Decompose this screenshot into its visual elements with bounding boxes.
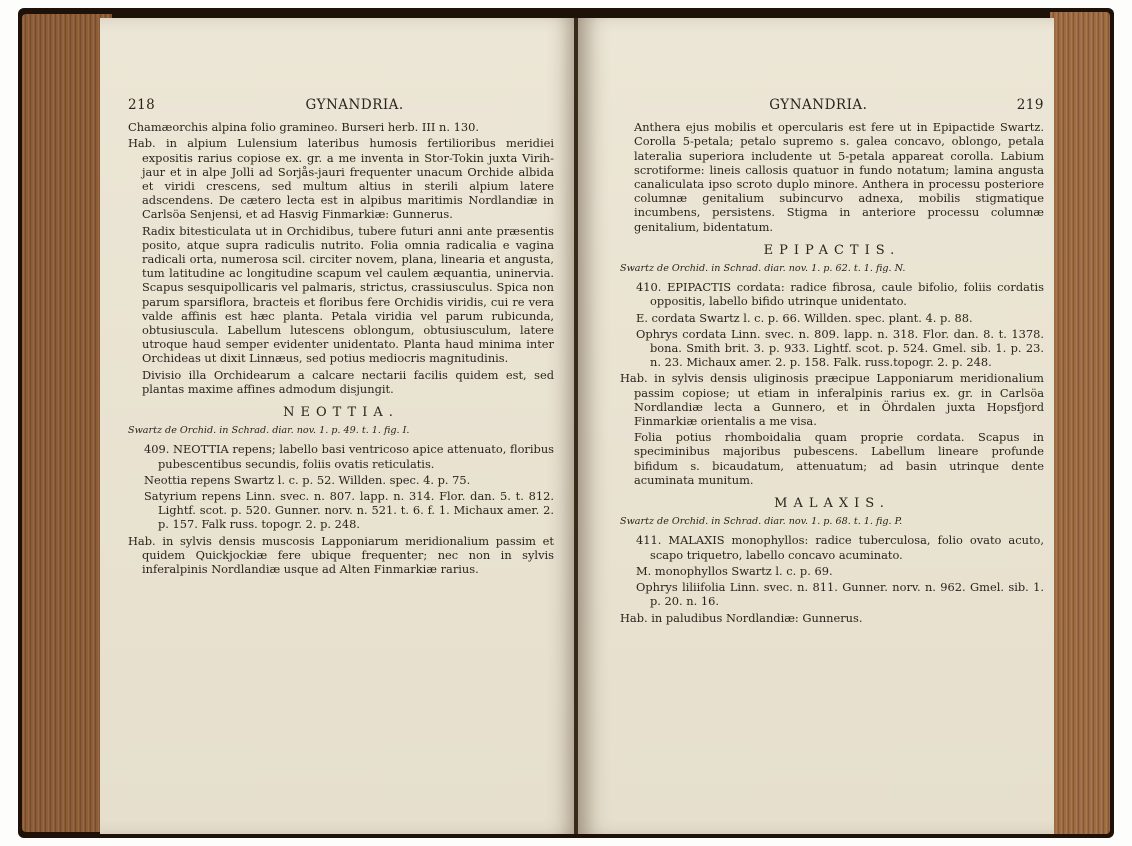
description-line: Folia potius rhomboidalia quam proprie cordata. Scapus in speciminibus majoribus pubescens. Labellum lineare profunde bifidum s. bicaudatum, attenuatum; ad basin utrinque dente acuminata munitum. bbox=[634, 430, 1044, 487]
genus-reference: Swartz de Orchid. in Schrad. diar. nov. 1. p. 68. t. 1. fig. P. bbox=[620, 516, 903, 528]
habitat-line: Hab. in sylvis densis muscosis Lapponiarum meridionalium passim et quidem Quickjockiæ fere ubique frequenter; nec non in sylvis inferalpinis Nordlandiæ usque ad Alten Finmarkiæ rarius. bbox=[128, 533, 554, 577]
genus-heading: EPIPACTIS. bbox=[763, 242, 901, 258]
genus-heading: NEOTTIA. bbox=[283, 405, 399, 421]
paragraph: Divisio illa Orchidearum a calcare nectarii facilis quidem est, sed plantas maxime affines admodum disjungit. bbox=[142, 367, 554, 396]
left-page-text bbox=[128, 98, 554, 578]
right-page-edges bbox=[1050, 12, 1110, 834]
habitat-line: Hab. in paludibus Nordlandiæ: Gunnerus. bbox=[620, 610, 863, 625]
habitat-line: Hab. in sylvis densis uliginosis præcipue Lapponiarum meridionalium passim copiose; ut etiam in inferalpinis rarius ex. gr. in Carlsöa Nordlandiæ lecta a Gunnero, et in Öhrdalen juxta Hopsfjord Finmarkiæ orientalis a me visa. bbox=[620, 371, 1044, 429]
running-title: GYNANDRIA. bbox=[305, 97, 404, 113]
species-entry: 411. MALAXIS monophyllos: radice tuberculosa, folio ovato acuto, scapo triquetro, labello concavo acuminato. bbox=[636, 533, 1044, 562]
left-page-edges bbox=[22, 14, 112, 832]
genus-reference: Swartz de Orchid. in Schrad. diar. nov. 1. p. 62. t. 1. fig. N. bbox=[620, 263, 906, 275]
synonym-line: Ophrys liliifolia Linn. svec. n. 811. Gunner. norv. n. 962. Gmel. sib. 1. p. 20. n. 16. bbox=[636, 580, 1044, 609]
synonym-line: M. monophyllos Swartz l. c. p. 69. bbox=[636, 563, 833, 578]
left-running-head bbox=[128, 98, 554, 112]
synonym-line: Neottia repens Swartz l. c. p. 52. Willden. spec. 4. p. 75. bbox=[144, 472, 471, 487]
species-entry: 410. EPIPACTIS cordata: radice fibrosa, caule bifolio, foliis cordatis oppositis, labello bifido utrinque unidentato. bbox=[636, 280, 1044, 309]
running-title: GYNANDRIA. bbox=[769, 97, 868, 113]
right-page bbox=[578, 18, 1054, 834]
left-page bbox=[100, 18, 578, 834]
genus-reference: Swartz de Orchid. in Schrad. diar. nov. 1. p. 49. t. 1. fig. I. bbox=[128, 425, 410, 437]
right-running-head bbox=[620, 98, 1044, 112]
genus-heading: MALAXIS. bbox=[774, 496, 890, 512]
paragraph: Hab. in alpium Lulensium lateribus humosis fertilioribus meridiei expositis rarius copiose ex. gr. a me inventa in Stor-Tokin juxta Virih-jaur et in alpe Jolli ad Sorjås-jauri frequenter unacum Orchide albida et viridi crescens, sed multum altius in sterili alpium latere adscendens. De cætero lecta est in alpibus maritimis Nordlandiæ in Carlsöa Senjensi, et ad Hasvig Finmarkiæ: Gunnerus. bbox=[128, 136, 554, 222]
synonym-line: Ophrys cordata Linn. svec. n. 809. lapp. n. 318. Flor. dan. 8. t. 1378. bona. Smith brit. 3. p. 933. Lightf. scot. p. 524. Gmel. sib. 1. p. 23. n. 23. Michaux amer. 2. p. 158. Falk. russ.topogr. 2. p. 248. bbox=[636, 326, 1044, 370]
paragraph: Chamæorchis alpina folio gramineo. Burseri herb. III n. 130. bbox=[128, 120, 479, 135]
paragraph: Anthera ejus mobilis et opercularis est fere ut in Epipactide Swartz. Corolla 5-petala; petalo supremo s. galea concavo, oblongo, petala lateralia superiora includente ut 5-petala appareat corolla. Labium scrotiforme: lineis callosis quatuor in fundo notatum; lamina angusta canaliculata ipso scroto duplo minore. Anthera in processu posteriore columnæ genitalium subincurvo adnexa, mobilis stigmatique incumbens, persistens. Stigma in anteriore processu columnæ genitalium, bidentatum. bbox=[634, 120, 1044, 234]
synonym-line: Satyrium repens Linn. svec. n. 807. lapp. n. 314. Flor. dan. 5. t. 812. Lightf. scot. p. 520. Gunner. norv. n. 521. t. 6. f. 1. Michaux amer. 2. p. 157. Falk russ. topogr. 2. p. 248. bbox=[144, 489, 554, 532]
paragraph: Radix bitesticulata ut in Orchidibus, tubere futuri anni ante præsentis posito, atque supra radiculis nutrito. Folia omnia radicalia e vagina radicali orta, numerosa scil. circiter novem, plana, linearia et angusta, tum latitudine ac longitudine scapum vel caulem æquantia, uninervia. Scapus sesquipollicaris vel palmaris, strictus, crassiusculus. Spica non parum sparsiflora, bracteis et floribus fere Orchidis viridis, cui re vera valde affinis est hæc planta. Petala viridia vel parum rubicunda, obtusiuscula. Labellum lutescens oblongum, obtusiusculum, latere utroque haud semper evidenter unidentato. Planta haud minima inter Orchideas ut dixit Linnæus, sed potius mediocris magnitudinis. bbox=[142, 223, 554, 366]
page-number: 219 bbox=[1016, 97, 1044, 113]
species-entry: 409. NEOTTIA repens; labello basi ventricoso apice attenuato, floribus pubescentibus secundis, foliis ovatis reticulatis. bbox=[144, 442, 554, 471]
right-page-text bbox=[620, 98, 1044, 627]
page-number: 218 bbox=[128, 97, 156, 113]
synonym-line: E. cordata Swartz l. c. p. 66. Willden. spec. plant. 4. p. 88. bbox=[636, 310, 973, 325]
